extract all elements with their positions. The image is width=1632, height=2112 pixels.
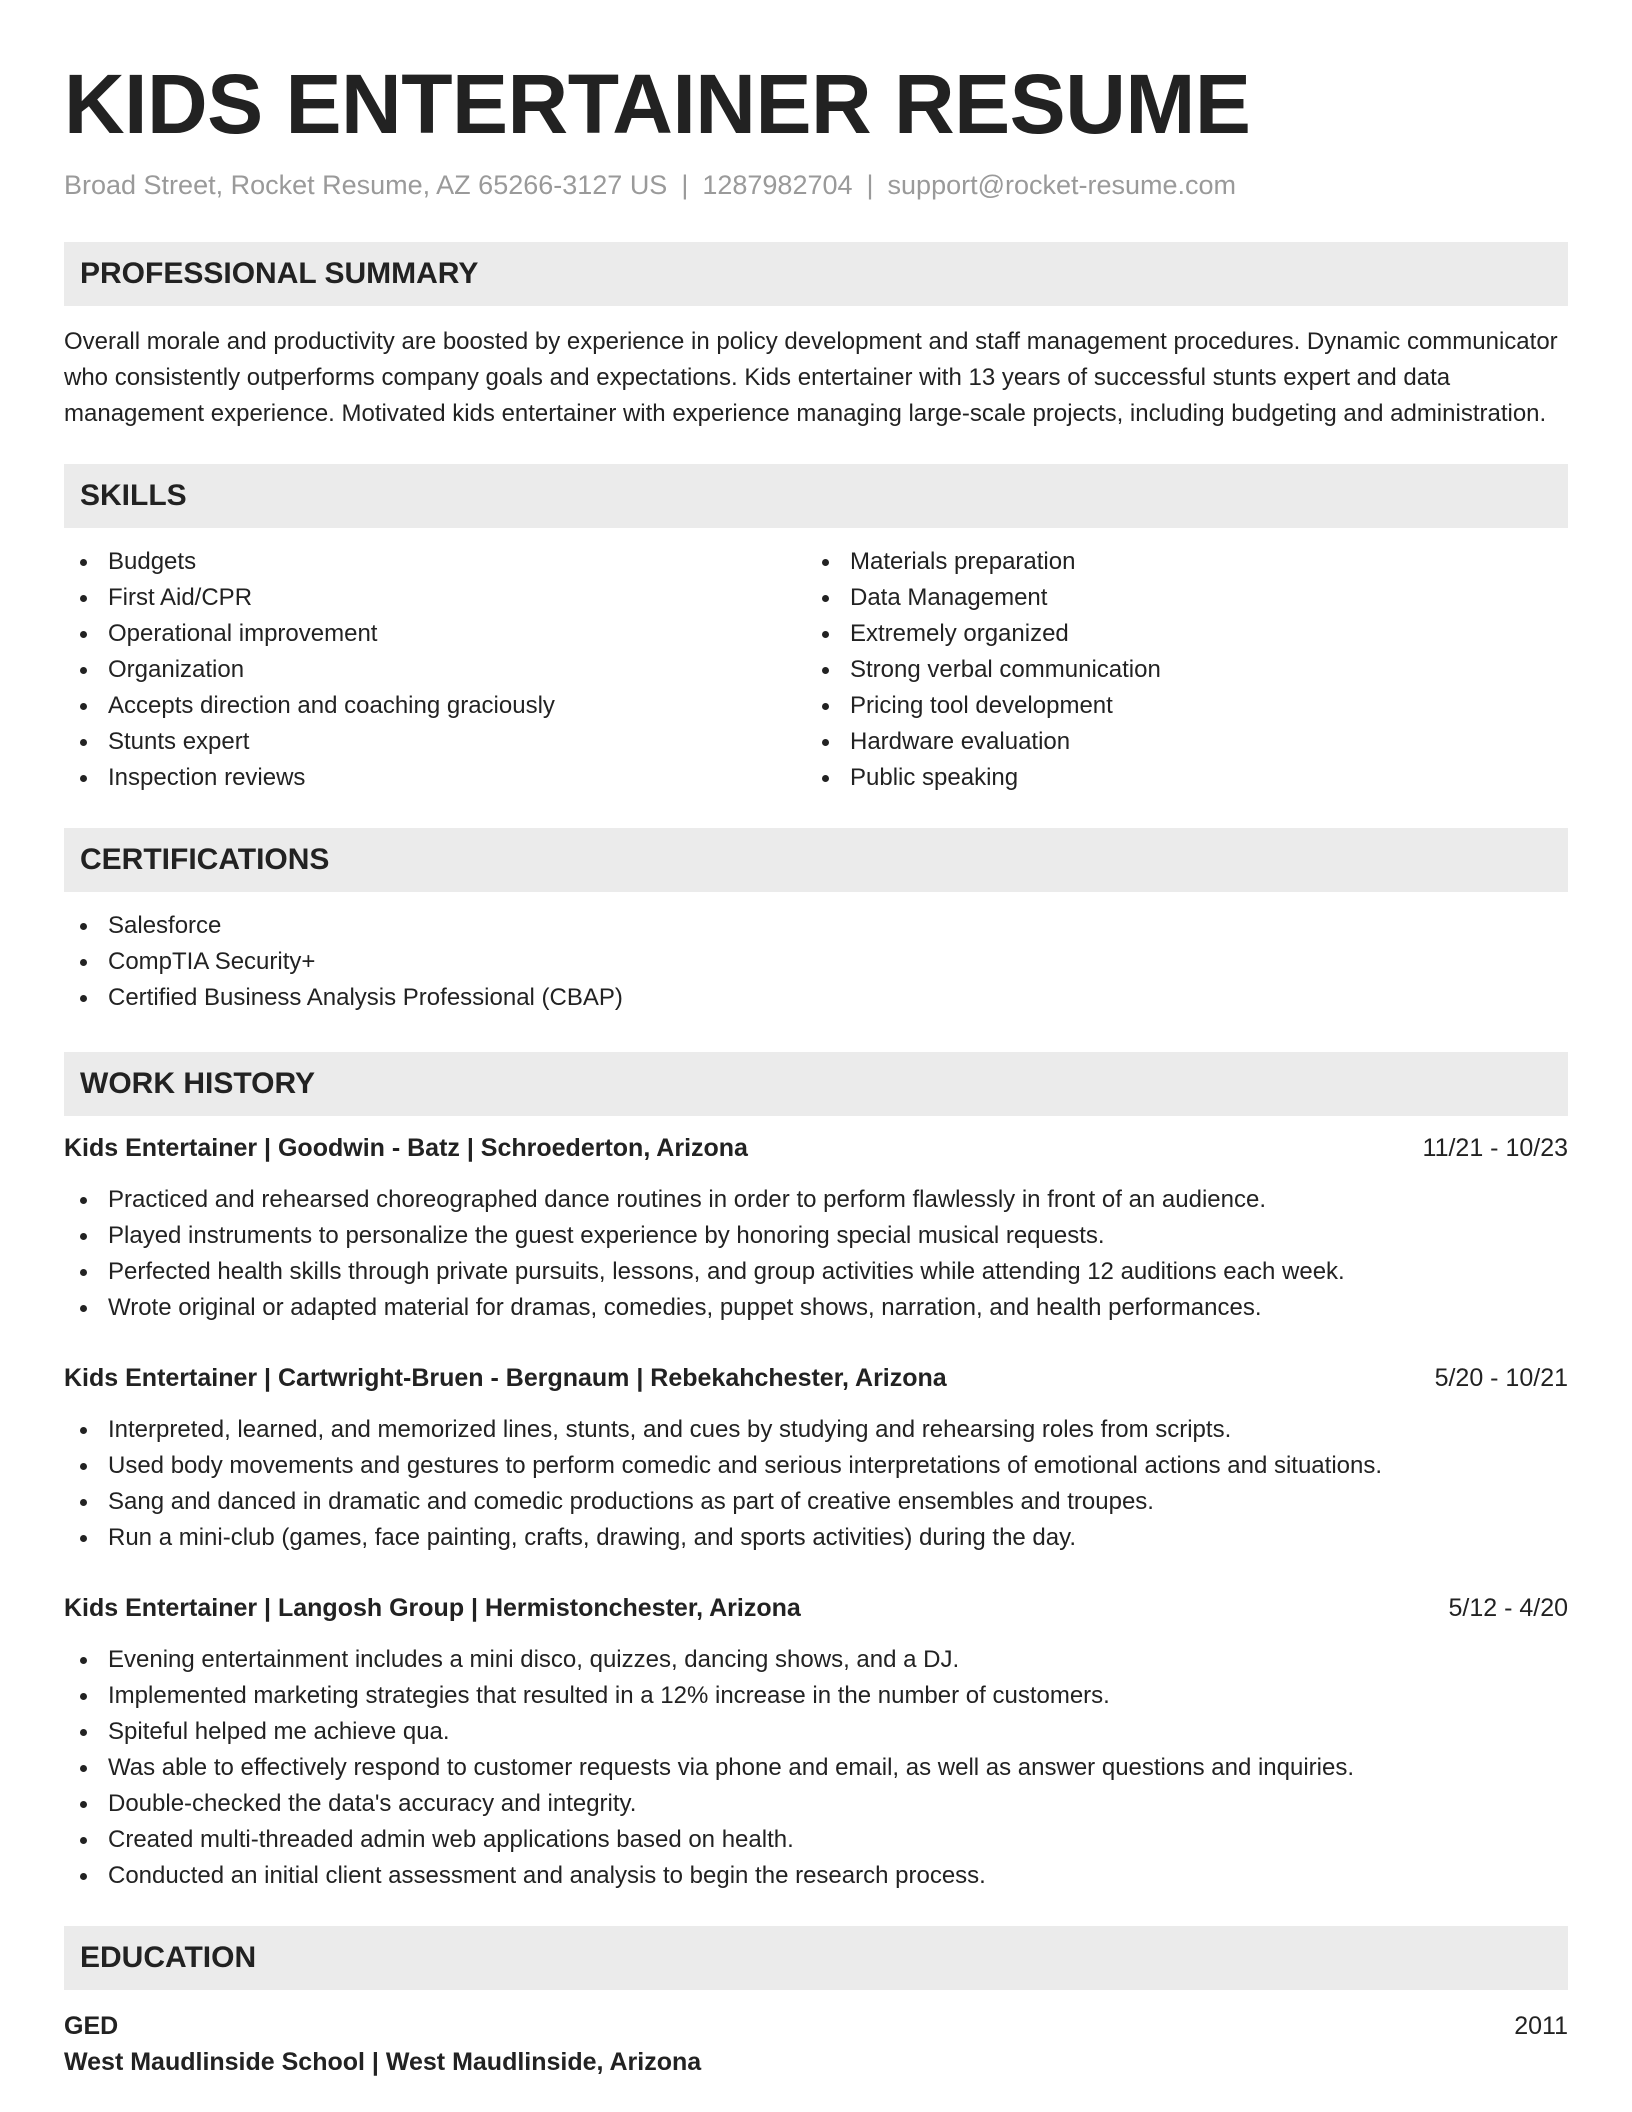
job-bullet: Was able to effectively respond to customer requests via phone and email, as well as answer questions and inquiries. xyxy=(64,1750,1568,1786)
job-bullet: Interpreted, learned, and memorized lines, stunts, and cues by studying and rehearsing roles from scripts. xyxy=(64,1412,1568,1448)
contact-address: Broad Street, Rocket Resume, AZ 65266-3127 US xyxy=(64,170,668,200)
job-bullet: Spiteful helped me achieve qua. xyxy=(64,1714,1568,1750)
skills-section xyxy=(64,464,1568,796)
resume-page xyxy=(64,0,1568,2080)
education-degree: GED xyxy=(64,2012,119,2040)
job-dates: 5/20 - 10/21 xyxy=(1434,1364,1568,1392)
skill-item: Budgets xyxy=(64,544,806,580)
skills-list-left xyxy=(64,544,806,796)
contact-email: support@rocket-resume.com xyxy=(887,170,1237,200)
certification-item: Salesforce xyxy=(64,908,1568,944)
job-entry xyxy=(64,1130,1568,1326)
job-bullet: Implemented marketing strategies that resulted in a 12% increase in the number of customers. xyxy=(64,1678,1568,1714)
certifications-list xyxy=(64,908,1568,1016)
job-bullet: Evening entertainment includes a mini disco, quizzes, dancing shows, and a DJ. xyxy=(64,1642,1568,1678)
skills-list-right xyxy=(806,544,1548,796)
education-heading: EDUCATION xyxy=(64,1926,1568,1990)
contact-line xyxy=(64,168,1568,202)
job-bullet: Played instruments to personalize the guest experience by honoring special musical requests. xyxy=(64,1218,1568,1254)
education-year: 2011 xyxy=(1514,2012,1568,2040)
contact-separator: | xyxy=(681,170,689,200)
skill-item: Organization xyxy=(64,652,806,688)
job-bullet: Conducted an initial client assessment and analysis to begin the research process. xyxy=(64,1858,1568,1894)
job-bullet: Practiced and rehearsed choreographed dance routines in order to perform flawlessly in front of an audience. xyxy=(64,1182,1568,1218)
job-bullet: Double-checked the data's accuracy and integrity. xyxy=(64,1786,1568,1822)
skill-item: Operational improvement xyxy=(64,616,806,652)
job-bullets xyxy=(64,1182,1568,1326)
skill-item: Stunts expert xyxy=(64,724,806,760)
job-entry xyxy=(64,1590,1568,1894)
skill-item: Materials preparation xyxy=(806,544,1548,580)
job-title: Kids Entertainer | Langosh Group | Hermistonchester, Arizona xyxy=(64,1594,801,1622)
job-dates: 11/21 - 10/23 xyxy=(1422,1134,1568,1162)
contact-phone: 1287982704 xyxy=(702,170,853,200)
skill-item: Accepts direction and coaching graciously xyxy=(64,688,806,724)
job-bullet: Sang and danced in dramatic and comedic productions as part of creative ensembles and troupes. xyxy=(64,1484,1568,1520)
skill-item: Pricing tool development xyxy=(806,688,1548,724)
certifications-section xyxy=(64,828,1568,1016)
skill-item: First Aid/CPR xyxy=(64,580,806,616)
job-dates: 5/12 - 4/20 xyxy=(1448,1594,1568,1622)
work-history-heading: WORK HISTORY xyxy=(64,1052,1568,1116)
work-history-section xyxy=(64,1052,1568,1894)
contact-separator: | xyxy=(866,170,874,200)
job-header xyxy=(64,1590,1568,1626)
job-bullet: Used body movements and gestures to perform comedic and serious interpretations of emotional actions and situations. xyxy=(64,1448,1568,1484)
education-school: West Maudlinside School | West Maudlinside, Arizona xyxy=(64,2048,702,2076)
education-section xyxy=(64,1926,1568,2080)
skill-item: Public speaking xyxy=(806,760,1548,796)
job-header xyxy=(64,1360,1568,1396)
job-title: Kids Entertainer | Cartwright-Bruen - Bergnaum | Rebekahchester, Arizona xyxy=(64,1364,947,1392)
summary-text: Overall morale and productivity are boosted by experience in policy development and staff management procedures. Dynamic communicator who consistently outperforms company goals and expectations. Kids entertainer with 13 years of successful stunts expert and data management experience. Motivated kids entertainer with experience managing large-scale projects, including budgeting and administration. xyxy=(64,328,1558,427)
job-bullets xyxy=(64,1412,1568,1556)
job-bullet: Created multi-threaded admin web applications based on health. xyxy=(64,1822,1568,1858)
skill-item: Hardware evaluation xyxy=(806,724,1548,760)
skill-item: Extremely organized xyxy=(806,616,1548,652)
education-header xyxy=(64,2008,1568,2044)
skills-columns xyxy=(64,544,1568,796)
summary-section xyxy=(64,242,1568,432)
certification-item: CompTIA Security+ xyxy=(64,944,1568,980)
job-bullet: Run a mini-club (games, face painting, crafts, drawing, and sports activities) during the day. xyxy=(64,1520,1568,1556)
certifications-heading: CERTIFICATIONS xyxy=(64,828,1568,892)
job-header xyxy=(64,1130,1568,1166)
skill-item: Strong verbal communication xyxy=(806,652,1548,688)
skills-heading: SKILLS xyxy=(64,464,1568,528)
resume-title: KIDS ENTERTAINER RESUME xyxy=(64,57,1251,151)
job-entry xyxy=(64,1360,1568,1556)
skill-item: Inspection reviews xyxy=(64,760,806,796)
job-bullet: Wrote original or adapted material for dramas, comedies, puppet shows, narration, and health performances. xyxy=(64,1290,1568,1326)
certification-item: Certified Business Analysis Professional (CBAP) xyxy=(64,980,1568,1016)
job-bullets xyxy=(64,1642,1568,1894)
summary-heading: PROFESSIONAL SUMMARY xyxy=(64,242,1568,306)
skill-item: Data Management xyxy=(806,580,1548,616)
job-title: Kids Entertainer | Goodwin - Batz | Schroederton, Arizona xyxy=(64,1134,748,1162)
job-bullet: Perfected health skills through private pursuits, lessons, and group activities while attending 12 auditions each week. xyxy=(64,1254,1568,1290)
